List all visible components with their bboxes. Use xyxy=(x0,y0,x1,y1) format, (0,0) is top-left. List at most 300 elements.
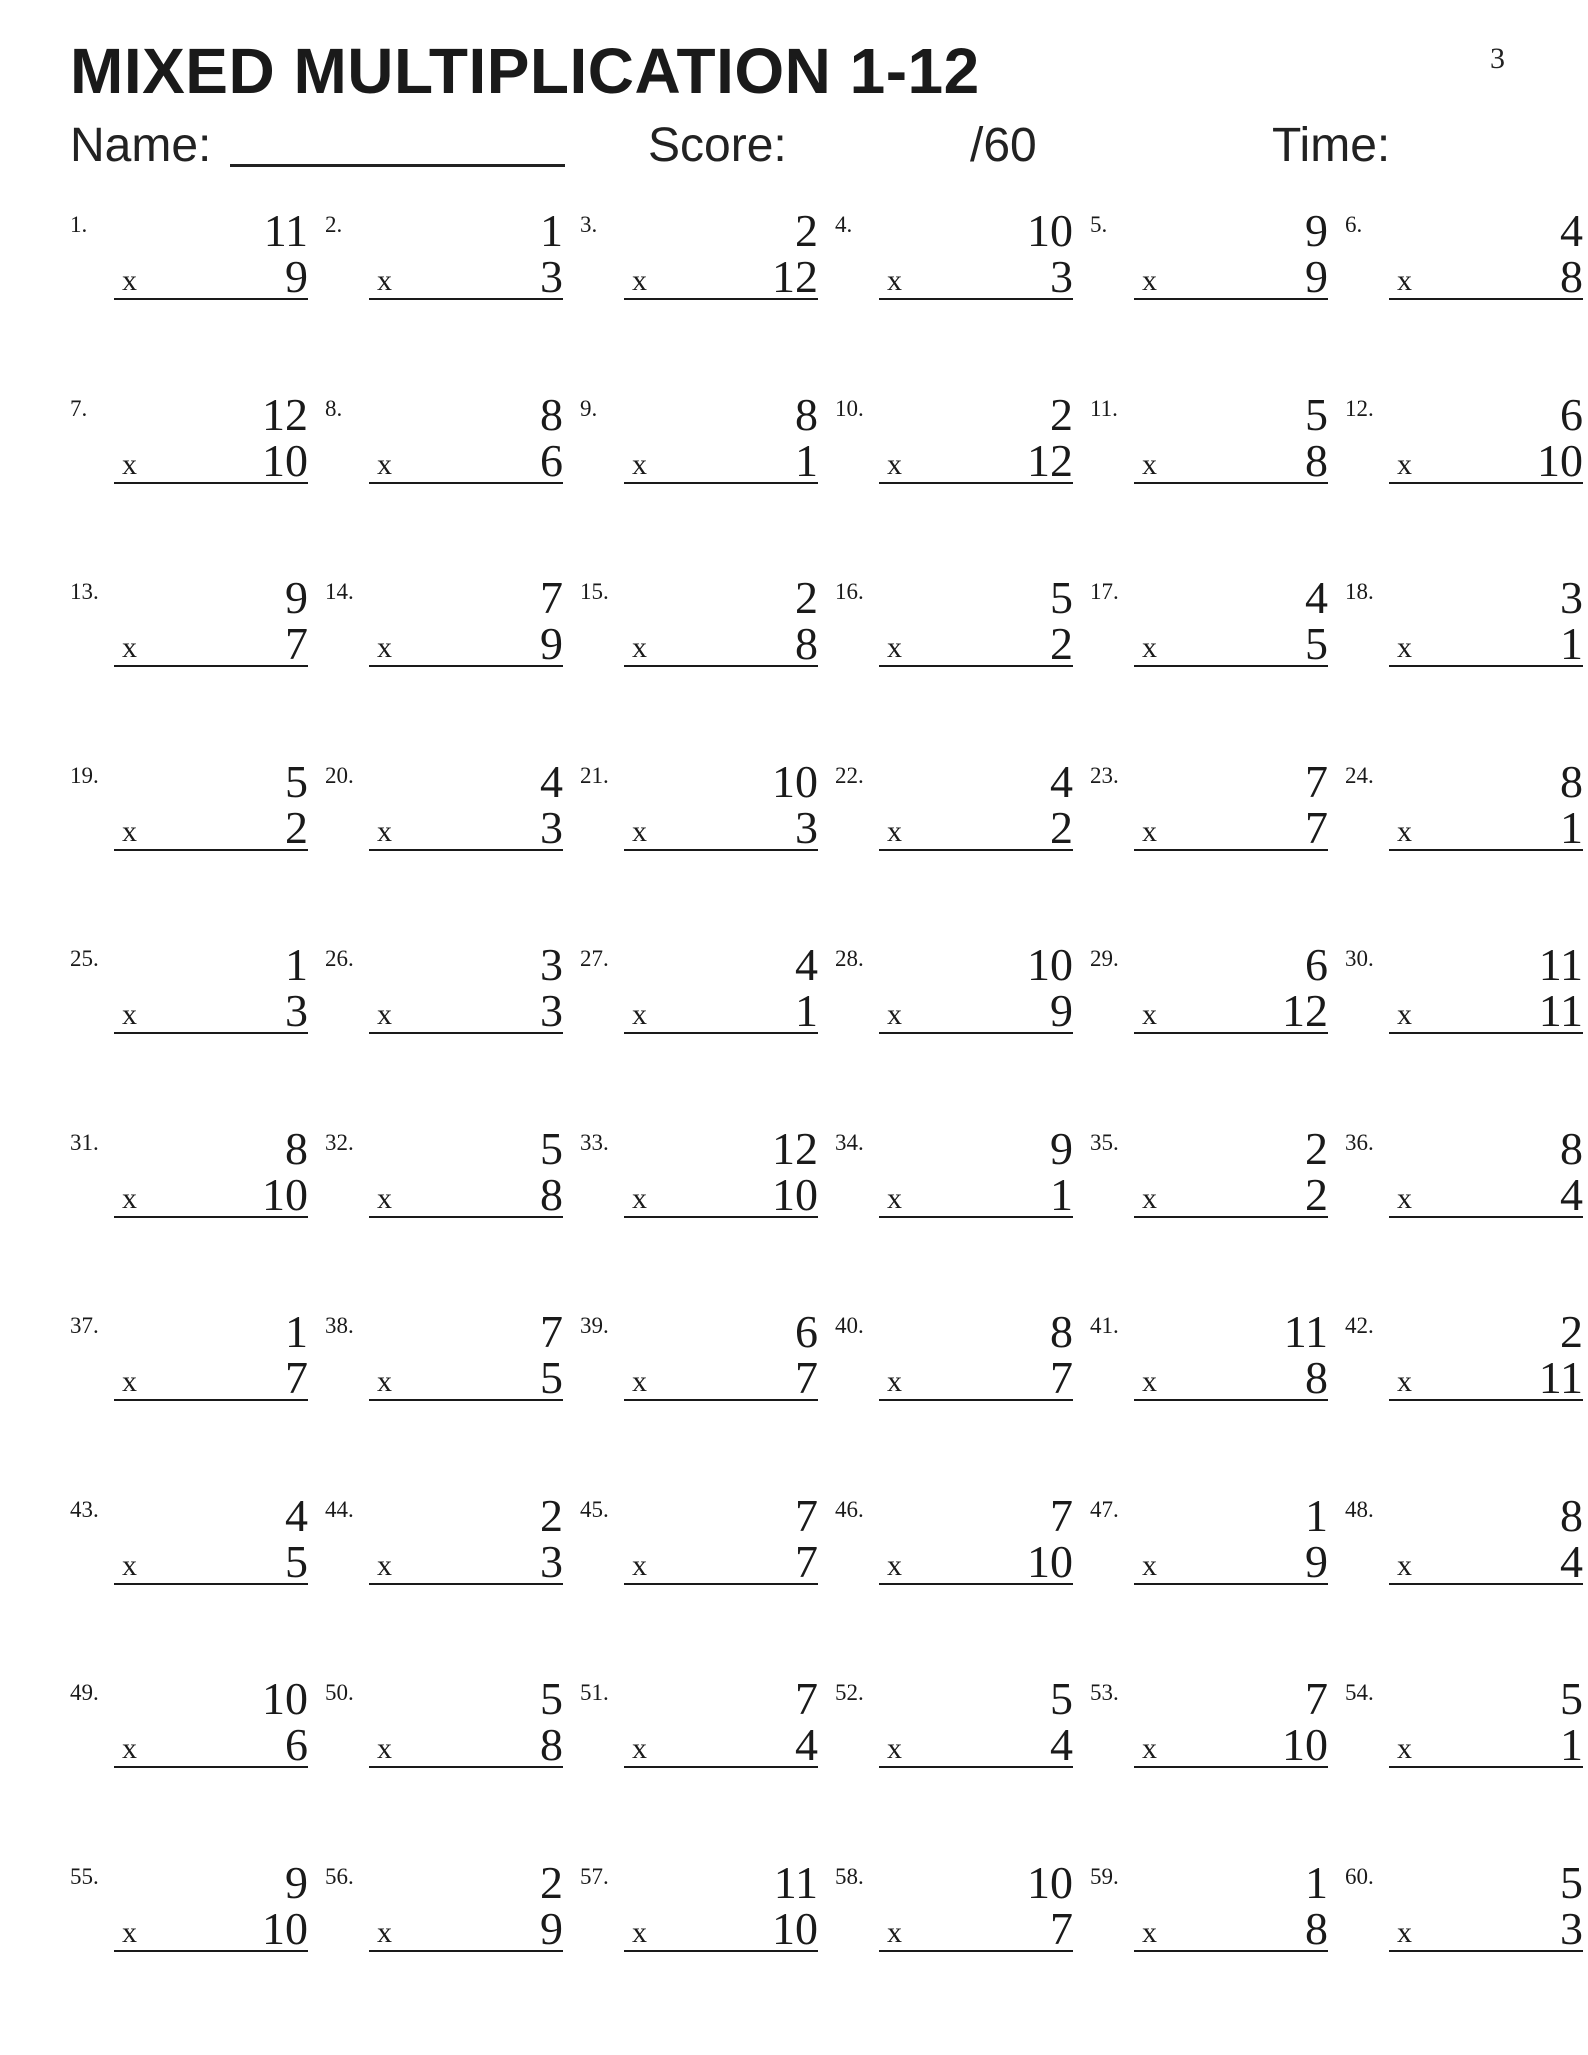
problem-answer-line[interactable] xyxy=(114,1166,308,1218)
problem-item xyxy=(835,572,1090,759)
problem-bottom-factor: 7 xyxy=(1050,1902,1073,1954)
problem-bottom-factor: 3 xyxy=(1050,251,1073,302)
score-label: Score: xyxy=(648,119,787,172)
problem-number: 8. xyxy=(325,395,343,421)
problem-top-factor: 8 xyxy=(795,388,818,440)
problem-number: 3. xyxy=(580,212,598,237)
problem-bottom-factor: 1 xyxy=(795,985,818,1036)
problem-number: 27. xyxy=(580,946,609,971)
problem-answer-line[interactable] xyxy=(369,799,563,851)
problem-answer-line[interactable] xyxy=(1134,1716,1328,1768)
problem-bottom-factor: 8 xyxy=(1305,434,1328,486)
problem-item xyxy=(1345,939,1588,1126)
problem-top-factor: 11 xyxy=(1538,939,1583,990)
problem-number: 52. xyxy=(835,1680,864,1705)
multiply-sign: x xyxy=(887,1548,902,1582)
problem-bottom-factor: 9 xyxy=(285,251,308,302)
problem-answer-line[interactable] xyxy=(624,1716,818,1768)
problem-top-factor: 3 xyxy=(1560,572,1583,623)
problem-top-factor: 7 xyxy=(795,1489,818,1541)
problem-item xyxy=(580,1856,835,2044)
problem-item xyxy=(1345,755,1588,943)
problem-number: 34. xyxy=(835,1129,864,1155)
problem-bottom-factor: 7 xyxy=(285,1352,308,1403)
problem-top-factor: 6 xyxy=(1560,388,1583,440)
multiply-sign: x xyxy=(887,1181,902,1215)
problem-number: 14. xyxy=(325,579,354,604)
problem-top-factor: 1 xyxy=(1305,1856,1328,1908)
problem-answer-line[interactable] xyxy=(624,799,818,851)
multiply-sign: x xyxy=(1397,1915,1412,1949)
problem-item xyxy=(1345,1673,1588,1860)
problem-answer-line[interactable] xyxy=(369,1349,563,1401)
problem-item xyxy=(580,1306,835,1493)
problem-answer-line[interactable] xyxy=(1389,1716,1583,1768)
problem-bottom-factor: 8 xyxy=(1305,1352,1328,1403)
problem-top-factor: 5 xyxy=(1050,572,1073,623)
problem-bottom-factor: 3 xyxy=(540,985,563,1036)
problem-top-factor: 4 xyxy=(1050,755,1073,807)
problem-answer-line[interactable] xyxy=(879,1166,1073,1218)
multiply-sign: x xyxy=(632,1732,647,1765)
problem-number: 59. xyxy=(1090,1863,1119,1889)
problem-bottom-factor: 1 xyxy=(795,434,818,486)
problem-item xyxy=(70,388,325,576)
problem-bottom-factor: 10 xyxy=(262,434,308,486)
problem-answer-line[interactable] xyxy=(1134,1900,1328,1952)
problem-answer-line[interactable] xyxy=(879,982,1073,1034)
problem-answer-line[interactable] xyxy=(114,1349,308,1401)
multiply-sign: x xyxy=(377,1915,392,1949)
problem-top-factor: 11 xyxy=(263,205,308,256)
problem-item xyxy=(70,1306,325,1493)
problem-answer-line[interactable] xyxy=(624,1533,818,1585)
problem-bottom-factor: 10 xyxy=(1027,1535,1073,1587)
problem-number: 33. xyxy=(580,1129,609,1155)
problem-number: 22. xyxy=(835,762,864,788)
multiply-sign: x xyxy=(887,1915,902,1949)
problem-answer-line[interactable] xyxy=(1389,1349,1583,1401)
problem-answer-line[interactable] xyxy=(879,615,1073,667)
problem-top-factor: 5 xyxy=(1560,1856,1583,1908)
problem-number: 45. xyxy=(580,1496,609,1522)
problem-top-factor: 5 xyxy=(1305,388,1328,440)
problem-answer-line[interactable] xyxy=(879,1533,1073,1585)
problem-bottom-factor: 8 xyxy=(1305,1902,1328,1954)
problem-number: 25. xyxy=(70,946,99,971)
problem-answer-line[interactable] xyxy=(369,432,563,484)
multiply-sign: x xyxy=(377,1548,392,1582)
problem-number: 40. xyxy=(835,1313,864,1338)
problem-top-factor: 10 xyxy=(1027,205,1073,256)
problem-bottom-factor: 8 xyxy=(1560,251,1583,302)
problem-item xyxy=(325,1122,580,1310)
problem-number: 49. xyxy=(70,1680,99,1705)
problem-number: 39. xyxy=(580,1313,609,1338)
problem-answer-line[interactable] xyxy=(879,1349,1073,1401)
problem-top-factor: 7 xyxy=(1050,1489,1073,1541)
problem-top-factor: 2 xyxy=(795,572,818,623)
multiply-sign: x xyxy=(632,1181,647,1215)
multiply-sign: x xyxy=(1142,1548,1157,1582)
problem-answer-line[interactable] xyxy=(369,1533,563,1585)
problem-bottom-factor: 2 xyxy=(1305,1168,1328,1220)
problem-number: 13. xyxy=(70,579,99,604)
problem-bottom-factor: 4 xyxy=(795,1719,818,1770)
problem-answer-line[interactable] xyxy=(1134,982,1328,1034)
problem-item xyxy=(1345,388,1588,576)
problem-top-factor: 8 xyxy=(1560,1489,1583,1541)
problem-item xyxy=(835,388,1090,576)
problem-top-factor: 9 xyxy=(1305,205,1328,256)
multiply-sign: x xyxy=(632,814,647,848)
problem-bottom-factor: 10 xyxy=(772,1168,818,1220)
problem-item xyxy=(1090,1856,1345,2044)
problem-item xyxy=(580,572,835,759)
problem-item xyxy=(580,1122,835,1310)
problem-answer-line[interactable] xyxy=(114,248,308,300)
problem-top-factor: 11 xyxy=(1283,1306,1328,1357)
problem-answer-line[interactable] xyxy=(114,982,308,1034)
multiply-sign: x xyxy=(887,814,902,848)
problem-item xyxy=(835,939,1090,1126)
problem-item xyxy=(70,205,325,392)
problem-answer-line[interactable] xyxy=(114,432,308,484)
problem-answer-line[interactable] xyxy=(1389,982,1583,1034)
problem-top-factor: 9 xyxy=(1050,1122,1073,1174)
problem-item xyxy=(835,755,1090,943)
problem-answer-line[interactable] xyxy=(1134,1166,1328,1218)
multiply-sign: x xyxy=(887,1732,902,1765)
problem-number: 36. xyxy=(1345,1129,1374,1155)
problem-bottom-factor: 9 xyxy=(1050,985,1073,1036)
multiply-sign: x xyxy=(377,998,392,1031)
problem-top-factor: 10 xyxy=(1027,939,1073,990)
problem-item xyxy=(70,572,325,759)
multiply-sign: x xyxy=(122,1915,137,1949)
problem-item xyxy=(325,205,580,392)
problem-answer-line[interactable] xyxy=(114,1716,308,1768)
problem-number: 23. xyxy=(1090,762,1119,788)
problem-top-factor: 9 xyxy=(285,572,308,623)
problem-item xyxy=(580,1489,835,1677)
multiply-sign: x xyxy=(1142,1732,1157,1765)
multiply-sign: x xyxy=(122,998,137,1031)
score-total: /60 xyxy=(970,119,1037,172)
problem-item xyxy=(70,939,325,1126)
problem-number: 29. xyxy=(1090,946,1119,971)
problem-top-factor: 7 xyxy=(1305,755,1328,807)
problem-top-factor: 8 xyxy=(1560,1122,1583,1174)
problem-bottom-factor: 12 xyxy=(772,251,818,302)
name-label: Name: xyxy=(70,119,212,172)
problem-number: 35. xyxy=(1090,1129,1119,1155)
problem-answer-line[interactable] xyxy=(1389,248,1583,300)
problem-item xyxy=(580,755,835,943)
problem-item xyxy=(325,1489,580,1677)
problem-number: 55. xyxy=(70,1863,99,1889)
multiply-sign: x xyxy=(887,1365,902,1398)
problem-number: 7. xyxy=(70,395,88,421)
problem-bottom-factor: 7 xyxy=(795,1352,818,1403)
problem-item xyxy=(1090,939,1345,1126)
problem-number: 24. xyxy=(1345,762,1374,788)
multiply-sign: x xyxy=(377,814,392,848)
problem-item xyxy=(70,1122,325,1310)
problem-number: 43. xyxy=(70,1496,99,1522)
problem-bottom-factor: 3 xyxy=(285,985,308,1036)
problem-bottom-factor: 7 xyxy=(795,1535,818,1587)
multiply-sign: x xyxy=(1397,264,1412,297)
problem-number: 1. xyxy=(70,212,88,237)
problem-answer-line[interactable] xyxy=(624,1166,818,1218)
problem-answer-line[interactable] xyxy=(624,432,818,484)
problem-answer-line[interactable] xyxy=(1134,799,1328,851)
problem-item xyxy=(70,1673,325,1860)
problem-answer-line[interactable] xyxy=(1134,432,1328,484)
multiply-sign: x xyxy=(1142,264,1157,297)
problem-number: 38. xyxy=(325,1313,354,1338)
problem-number: 32. xyxy=(325,1129,354,1155)
problem-item xyxy=(1090,1306,1345,1493)
problem-bottom-factor: 10 xyxy=(262,1902,308,1954)
problem-number: 28. xyxy=(835,946,864,971)
problem-bottom-factor: 2 xyxy=(1050,618,1073,669)
problem-number: 54. xyxy=(1345,1680,1374,1705)
problem-answer-line[interactable] xyxy=(369,248,563,300)
problem-bottom-factor: 10 xyxy=(772,1902,818,1954)
problem-top-factor: 6 xyxy=(795,1306,818,1357)
multiply-sign: x xyxy=(632,1548,647,1582)
problem-bottom-factor: 3 xyxy=(540,1535,563,1587)
problem-bottom-factor: 1 xyxy=(1050,1168,1073,1220)
problem-bottom-factor: 1 xyxy=(1560,618,1583,669)
problem-bottom-factor: 3 xyxy=(540,251,563,302)
multiply-sign: x xyxy=(1397,1732,1412,1765)
problem-item xyxy=(835,205,1090,392)
problem-answer-line[interactable] xyxy=(369,982,563,1034)
problem-top-factor: 5 xyxy=(1560,1673,1583,1724)
problem-number: 11. xyxy=(1090,395,1118,421)
problem-item xyxy=(1090,755,1345,943)
problem-answer-line[interactable] xyxy=(1389,1900,1583,1952)
problem-answer-line[interactable] xyxy=(879,1716,1073,1768)
multiply-sign: x xyxy=(122,1365,137,1398)
problem-answer-line[interactable] xyxy=(114,615,308,667)
problem-answer-line[interactable] xyxy=(624,982,818,1034)
problem-bottom-factor: 9 xyxy=(540,618,563,669)
problem-answer-line[interactable] xyxy=(624,248,818,300)
problem-number: 60. xyxy=(1345,1863,1374,1889)
problem-bottom-factor: 7 xyxy=(1305,801,1328,853)
problem-item xyxy=(1345,1489,1588,1677)
problem-number: 16. xyxy=(835,579,864,604)
problem-number: 41. xyxy=(1090,1313,1119,1338)
problem-item xyxy=(325,1856,580,2044)
problem-top-factor: 4 xyxy=(540,755,563,807)
problem-answer-line[interactable] xyxy=(1389,1533,1583,1585)
problem-item xyxy=(325,1673,580,1860)
problem-item xyxy=(1345,1122,1588,1310)
multiply-sign: x xyxy=(632,1365,647,1398)
multiply-sign: x xyxy=(1142,1181,1157,1215)
problem-answer-line[interactable] xyxy=(369,1716,563,1768)
problem-number: 15. xyxy=(580,579,609,604)
problem-bottom-factor: 7 xyxy=(1050,1352,1073,1403)
multiply-sign: x xyxy=(1142,631,1157,664)
problem-answer-line[interactable] xyxy=(624,1900,818,1952)
problem-answer-line[interactable] xyxy=(1389,432,1583,484)
problem-top-factor: 1 xyxy=(1305,1489,1328,1541)
problem-item xyxy=(1090,1489,1345,1677)
problem-answer-line[interactable] xyxy=(114,1533,308,1585)
problem-answer-line[interactable] xyxy=(879,1900,1073,1952)
problem-top-factor: 8 xyxy=(540,388,563,440)
problem-number: 37. xyxy=(70,1313,99,1338)
multiply-sign: x xyxy=(122,1732,137,1765)
worksheet-title: MIXED MULTIPLICATION 1-12 xyxy=(70,35,980,107)
page-number: 3 xyxy=(1490,42,1505,75)
multiply-sign: x xyxy=(887,264,902,297)
problem-bottom-factor: 6 xyxy=(540,434,563,486)
problem-bottom-factor: 4 xyxy=(1560,1535,1583,1587)
problem-answer-line[interactable] xyxy=(1389,799,1583,851)
problem-top-factor: 12 xyxy=(772,1122,818,1174)
problem-answer-line[interactable] xyxy=(369,1900,563,1952)
multiply-sign: x xyxy=(632,1915,647,1949)
problem-top-factor: 1 xyxy=(285,1306,308,1357)
problem-top-factor: 2 xyxy=(795,205,818,256)
problem-answer-line[interactable] xyxy=(114,799,308,851)
problem-bottom-factor: 10 xyxy=(1282,1719,1328,1770)
problem-answer-line[interactable] xyxy=(879,799,1073,851)
problem-item xyxy=(70,1856,325,2044)
multiply-sign: x xyxy=(632,998,647,1031)
problem-item xyxy=(325,1306,580,1493)
problem-top-factor: 8 xyxy=(1560,755,1583,807)
problem-number: 58. xyxy=(835,1863,864,1889)
problem-bottom-factor: 1 xyxy=(1560,801,1583,853)
problem-bottom-factor: 5 xyxy=(285,1535,308,1587)
problem-bottom-factor: 3 xyxy=(1560,1902,1583,1954)
problem-item xyxy=(835,1489,1090,1677)
problem-top-factor: 10 xyxy=(1027,1856,1073,1908)
problem-answer-line[interactable] xyxy=(1134,1349,1328,1401)
problem-answer-line[interactable] xyxy=(1389,615,1583,667)
problem-answer-line[interactable] xyxy=(114,1900,308,1952)
name-field-line[interactable] xyxy=(230,164,565,167)
problem-top-factor: 7 xyxy=(540,572,563,623)
multiply-sign: x xyxy=(1397,1181,1412,1215)
multiply-sign: x xyxy=(887,631,902,664)
problem-top-factor: 12 xyxy=(262,388,308,440)
problem-number: 10. xyxy=(835,395,864,421)
problem-item xyxy=(1090,1122,1345,1310)
problem-bottom-factor: 9 xyxy=(1305,251,1328,302)
problem-item xyxy=(1090,1673,1345,1860)
problem-answer-line[interactable] xyxy=(1134,1533,1328,1585)
problem-answer-line[interactable] xyxy=(369,615,563,667)
problem-top-factor: 7 xyxy=(795,1673,818,1724)
multiply-sign: x xyxy=(1142,1915,1157,1949)
problem-top-factor: 2 xyxy=(1305,1122,1328,1174)
multiply-sign: x xyxy=(122,447,137,481)
multiply-sign: x xyxy=(1397,998,1412,1031)
problem-number: 51. xyxy=(580,1680,609,1705)
problem-bottom-factor: 4 xyxy=(1050,1719,1073,1770)
problem-number: 30. xyxy=(1345,946,1374,971)
problem-answer-line[interactable] xyxy=(624,1349,818,1401)
problem-bottom-factor: 4 xyxy=(1560,1168,1583,1220)
problem-bottom-factor: 9 xyxy=(540,1902,563,1954)
problem-bottom-factor: 5 xyxy=(540,1352,563,1403)
problem-item xyxy=(325,388,580,576)
multiply-sign: x xyxy=(377,447,392,481)
problem-answer-line[interactable] xyxy=(879,432,1073,484)
problem-top-factor: 4 xyxy=(285,1489,308,1541)
problem-answer-line[interactable] xyxy=(1134,248,1328,300)
problem-answer-line[interactable] xyxy=(369,1166,563,1218)
problem-top-factor: 3 xyxy=(540,939,563,990)
problem-item xyxy=(580,1673,835,1860)
time-label: Time: xyxy=(1272,119,1391,172)
problem-item xyxy=(1090,388,1345,576)
problem-number: 46. xyxy=(835,1496,864,1522)
problem-top-factor: 10 xyxy=(772,755,818,807)
multiply-sign: x xyxy=(632,631,647,664)
problem-bottom-factor: 12 xyxy=(1027,434,1073,486)
problem-answer-line[interactable] xyxy=(624,615,818,667)
multiply-sign: x xyxy=(1142,447,1157,481)
problem-item xyxy=(1090,572,1345,759)
problem-top-factor: 2 xyxy=(540,1489,563,1541)
multiply-sign: x xyxy=(1397,1365,1412,1398)
multiply-sign: x xyxy=(377,1365,392,1398)
problem-bottom-factor: 7 xyxy=(285,618,308,669)
multiply-sign: x xyxy=(1397,447,1412,481)
problem-answer-line[interactable] xyxy=(1134,615,1328,667)
problem-item xyxy=(580,388,835,576)
multiply-sign: x xyxy=(1142,998,1157,1031)
problem-top-factor: 5 xyxy=(1050,1673,1073,1724)
problem-number: 56. xyxy=(325,1863,354,1889)
problem-item xyxy=(325,939,580,1126)
problem-number: 9. xyxy=(580,395,598,421)
multiply-sign: x xyxy=(1142,814,1157,848)
problem-grid xyxy=(70,205,1583,1998)
problem-bottom-factor: 8 xyxy=(540,1168,563,1220)
problem-number: 17. xyxy=(1090,579,1119,604)
multiply-sign: x xyxy=(122,1548,137,1582)
problem-answer-line[interactable] xyxy=(879,248,1073,300)
problem-number: 12. xyxy=(1345,395,1374,421)
multiply-sign: x xyxy=(122,814,137,848)
problem-top-factor: 4 xyxy=(1560,205,1583,256)
multiply-sign: x xyxy=(377,631,392,664)
problem-item xyxy=(835,1673,1090,1860)
problem-bottom-factor: 10 xyxy=(1537,434,1583,486)
problem-top-factor: 1 xyxy=(285,939,308,990)
multiply-sign: x xyxy=(377,1181,392,1215)
problem-top-factor: 8 xyxy=(285,1122,308,1174)
problem-answer-line[interactable] xyxy=(1389,1166,1583,1218)
multiply-sign: x xyxy=(1142,1365,1157,1398)
problem-top-factor: 4 xyxy=(1305,572,1328,623)
problem-bottom-factor: 8 xyxy=(795,618,818,669)
problem-top-factor: 10 xyxy=(262,1673,308,1724)
problem-bottom-factor: 2 xyxy=(285,801,308,853)
problem-bottom-factor: 10 xyxy=(262,1168,308,1220)
